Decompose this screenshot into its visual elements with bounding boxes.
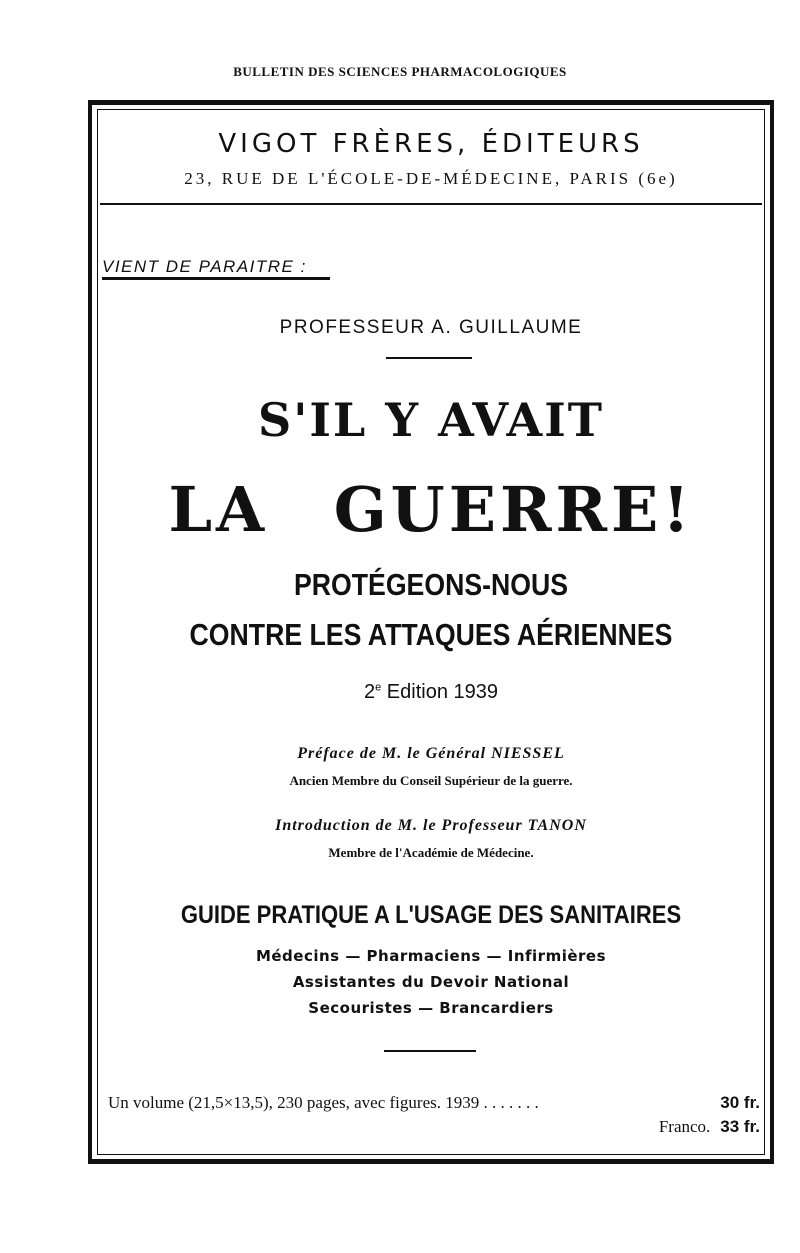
author-name: PROFESSEUR A. GUILLAUME — [279, 317, 583, 338]
book-title-line1: S'IL Y AVAIT — [258, 393, 604, 447]
franco-amount: 33 fr. — [720, 1117, 760, 1136]
franco-line — [659, 1117, 760, 1137]
advertisement-frame — [88, 100, 774, 1164]
footer-divider — [384, 1050, 476, 1052]
introduction-credit: Introduction de M. le Professeur TANON — [275, 817, 587, 834]
volume-description: Un volume (21,5×13,5), 230 pages, avec figures. 1939 . . . . . . . — [108, 1093, 539, 1112]
announcement-label: VIENT DE PARAITRE : — [102, 257, 330, 280]
subtitle-line2: CONTRE LES ATTAQUES AÉRIENNES — [189, 617, 673, 652]
edition-suffix: e — [375, 681, 382, 694]
publisher-name: VIGOT FRÈRES, ÉDITEURS — [218, 129, 644, 159]
guide-title: GUIDE PRATIQUE A L'USAGE DES SANITAIRES — [180, 901, 682, 929]
running-head: BULLETIN DES SCIENCES PHARMACOLOGIQUES — [233, 64, 567, 79]
edition-number: 2 — [363, 681, 376, 703]
publisher-address: 23, RUE DE L'ÉCOLE-DE-MÉDECINE, PARIS (6e) — [184, 169, 678, 188]
price-amount: 30 fr. — [720, 1093, 760, 1112]
franco-label: Franco. — [658, 1117, 711, 1136]
book-title-line2: LA GUERRE! — [168, 473, 694, 546]
subtitle-line1: PROTÉGEONS-NOUS — [293, 567, 569, 602]
introduction-author-title: Membre de l'Académie de Médecine. — [328, 845, 534, 860]
edition-text: Edition 1939 — [386, 681, 498, 703]
preface-author-title: Ancien Membre du Conseil Supérieur de la guerre. — [289, 773, 573, 788]
author-divider — [386, 357, 472, 359]
edition-info — [92, 681, 770, 704]
preface-credit: Préface de M. le Général NIESSEL — [297, 745, 565, 762]
audience-line: Secouristes — Brancardiers — [308, 999, 554, 1017]
header-divider — [100, 203, 762, 205]
audience-line: Assistantes du Devoir National — [292, 973, 570, 991]
audience-line: Médecins — Pharmaciens — Infirmières — [255, 947, 607, 965]
